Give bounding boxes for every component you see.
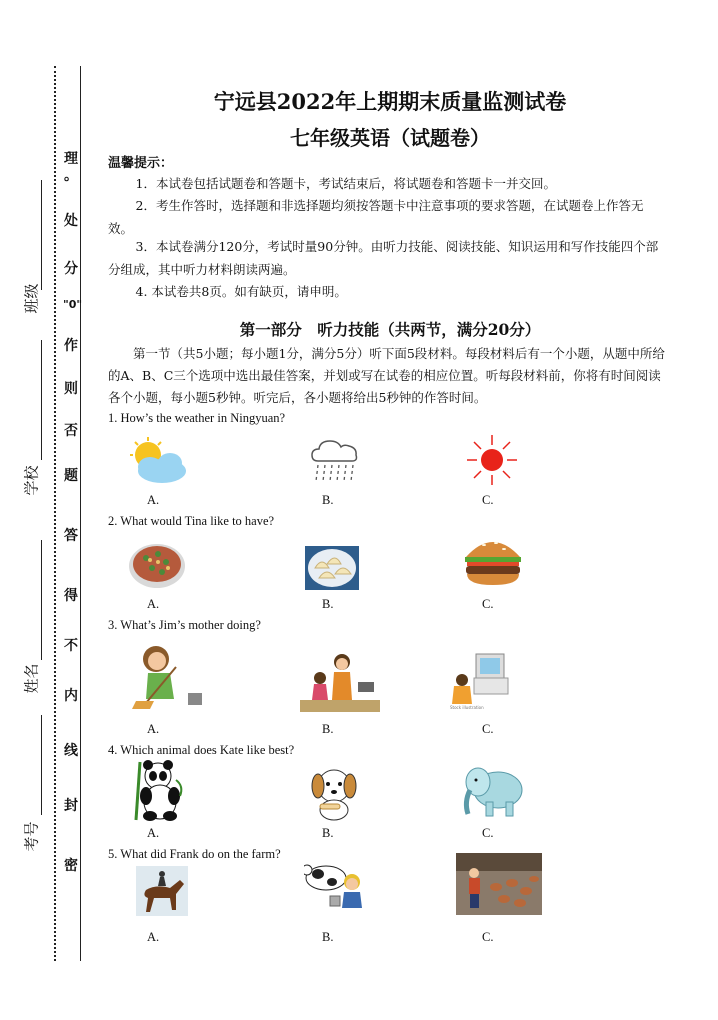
feeding-chickens-icon [456, 853, 542, 915]
option-a[interactable]: A. [147, 493, 160, 507]
warning-char: 答 [64, 528, 78, 544]
sun-icon [466, 434, 518, 486]
section-instructions: 第一节（共5小题；每小题1分，满分5分）听下面5段材料。每段材料后有一个小题，从题中所给的A、B、C三个选项中选出最佳答案，并划或写在试卷的相应位置。听每段材料前，你将有时间阅读各个小题，每小题5秒钟。听完后，各小题将给出5秒钟的作答时间。 [108, 346, 665, 405]
noodles-icon [128, 538, 186, 590]
option-c[interactable]: C. [482, 597, 494, 611]
warning-char: 作 [64, 338, 78, 354]
option-a[interactable]: A. [147, 826, 160, 840]
option-b[interactable]: B. [322, 930, 334, 944]
tips-heading: 温馨提示： [108, 156, 174, 171]
warning-char: 。 [64, 168, 78, 184]
svg-text:Stock illustration: Stock illustration [450, 705, 484, 710]
exam-number-write-line [41, 715, 42, 815]
riding-horse-icon [136, 866, 188, 916]
panda-icon [132, 760, 188, 822]
option-a[interactable]: A. [147, 930, 160, 944]
option-b[interactable]: B. [322, 826, 334, 840]
option-c[interactable]: C. [482, 722, 494, 736]
binding-line [80, 66, 81, 961]
exam-title: 宁远县2022年上期期末质量监测试卷 [213, 89, 567, 114]
question-1: 1. How’s the weather in Ningyuan? [108, 411, 286, 425]
warning-char: 题 [64, 468, 78, 484]
dotted-cut-line [54, 66, 56, 961]
exam-subtitle: 七年级英语（试题卷） [290, 126, 490, 150]
rain-cloud-icon [310, 437, 360, 483]
class-label: 班级 [22, 283, 41, 314]
section-heading: 第一部分 听力技能（共两节，满分20分） [239, 320, 541, 339]
warning-char: 不 [64, 638, 78, 654]
warning-char: 得 [64, 588, 78, 604]
partly-cloudy-icon [124, 437, 188, 487]
option-c[interactable]: C. [482, 826, 494, 840]
warning-char: 处 [64, 213, 78, 229]
name-write-line [41, 540, 42, 660]
warning-char: 理 [64, 151, 78, 167]
option-a[interactable]: A. [147, 597, 160, 611]
option-a[interactable]: A. [147, 722, 160, 736]
hamburger-icon [462, 533, 524, 589]
tip-item: 1．本试卷包括试题卷和答题卡，考试结束后，将试题卷和答题卡一并交回。 [135, 176, 556, 191]
warning-char: "0" [63, 298, 83, 311]
name-label: 姓名 [22, 663, 41, 694]
tip-item: 3．本试卷满分120分，考试时量90分钟。由听力技能、阅读技能、知识运用和写作技能四个部分组成，其中听力材料朗读两遍。 [108, 239, 659, 277]
warning-char: 否 [64, 423, 78, 439]
warning-char: 线 [64, 743, 78, 759]
question-2: 2. What would Tina like to have? [108, 514, 275, 528]
tip-item: 4. 本试卷共8页。如有缺页，请申明。 [135, 284, 347, 299]
option-c[interactable]: C. [482, 493, 494, 507]
option-b[interactable]: B. [322, 597, 334, 611]
class-write-line [41, 180, 42, 290]
warning-char: 则 [64, 381, 78, 397]
question-5: 5. What did Frank do on the farm? [108, 847, 281, 861]
watching-tv-icon [448, 650, 512, 710]
option-b[interactable]: B. [322, 722, 334, 736]
binding-margin [0, 0, 100, 1020]
warning-char: 密 [64, 858, 78, 874]
option-b[interactable]: B. [322, 493, 334, 507]
warning-char: 分 [64, 261, 78, 277]
dumplings-icon [305, 546, 359, 590]
warning-char: 内 [64, 688, 78, 704]
cooking-icon [300, 652, 380, 712]
elephant-icon [460, 762, 526, 818]
exam-number-label: 考号 [22, 821, 41, 852]
tip-item: 2．考生作答时，选择题和非选择题均须按答题卡中注意事项的要求答题，在试题卷上作答无效。 [108, 198, 644, 236]
school-label: 学校 [22, 465, 41, 496]
warning-char: 封 [64, 798, 78, 814]
school-write-line [41, 340, 42, 460]
question-3: 3. What’s Jim’s mother doing? [108, 618, 261, 632]
dog-icon [306, 764, 364, 822]
sweeping-floor-icon [126, 641, 208, 711]
option-c[interactable]: C. [482, 930, 494, 944]
question-4: 4. Which animal does Kate like best? [108, 743, 295, 757]
milking-cow-icon [304, 858, 374, 914]
